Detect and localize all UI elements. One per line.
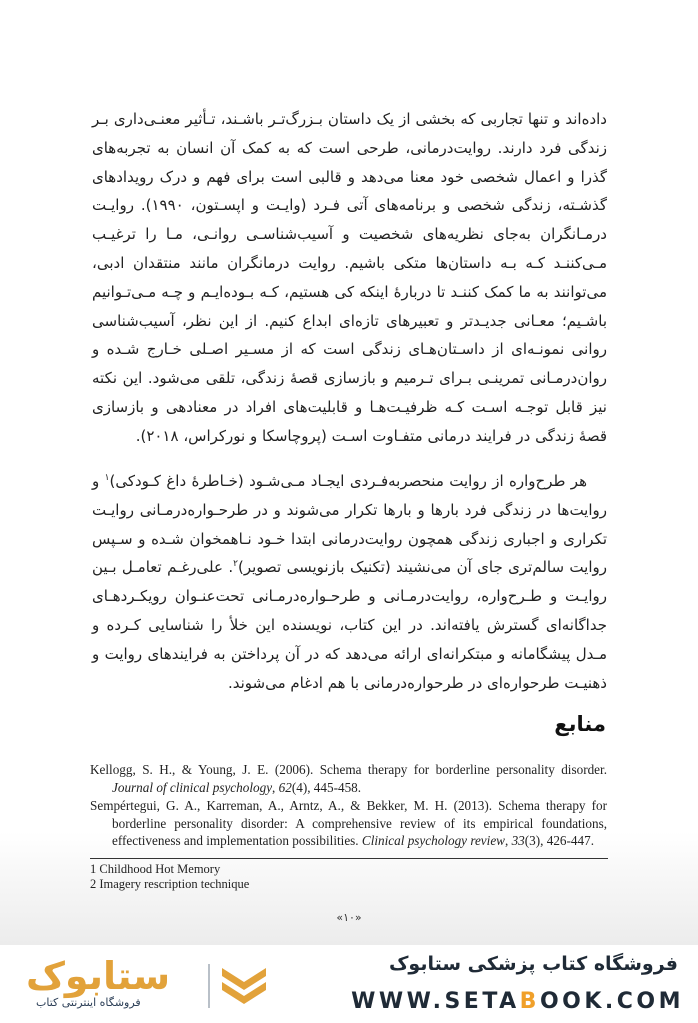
footnote-mark-2: ۲ (233, 559, 238, 570)
reference-journal: Clinical psychology review (361, 833, 505, 848)
shop-url[interactable] (351, 989, 684, 1014)
references-heading: منابع (554, 712, 606, 736)
reference-authors: Kellogg, S. H., & Young, J. E. (2006). Schema therapy for borderline personality disorder. (90, 762, 607, 777)
url-part-1: WWW.SETA (351, 989, 520, 1014)
reference-volume: 62 (278, 779, 292, 795)
reference-sep: , (272, 779, 279, 795)
reference-journal: Journal of clinical psychology (112, 779, 273, 795)
body-paragraph-2 (92, 467, 607, 697)
footnote-divider (90, 858, 608, 859)
references-list (90, 761, 607, 851)
logo-tagline: فروشگاه اینترنتی کتاب (36, 996, 141, 1009)
store-banner (0, 945, 698, 1023)
footnote-1: 1 Childhood Hot Memory (90, 862, 221, 876)
body-paragraph-1: داده‌اند و تنها تجاربی که بخشی از یک داستان بـزرگ‌تـر باشـند، تـأثیر معنـی‌داری بـر زندگی فرد دارند. روایت‌درمانی، طرحی است که به کمک آن انسان به تجربه‌های گذرا و اعمال شخصی خود معنا می‌دهد و قالبی است برای فهم و درک رویدادهای گذشـته، زندگی شخصی و برنامه‌های آتی فـرد (وایـت و اپسـتون، ۱۹۹۰). روایـت درمـانگران به‌جای نظریه‌های شخصیت و آسیب‌شناسـی روانـی، مـا را ترغیـب مـی‌کننـد کـه بـه داستان‌ها متکی باشیم. روایت درمانگران مانند منتقدان ادبی، می‌توانند به ما کمک کننـد تا دربارهٔ اینکه کی هستیم، کـه بـوده‌ایـم و چـه مـی‌تـوانیم باشـیم؛ معـانی جدیـدتر و تعبیرهای تازه‌ای ابداع کنیم. از این نظر، آسیب‌شناسی روانی نمونـه‌ای از داسـتان‌هـای زندگی است که از مسـیر اصـلی خـارج شـده و روان‌درمـانی تمرینـی بـرای تـرمیم و بازسازی قصهٔ زندگی، تلقی می‌شود. این نکته نیز قابل توجـه اسـت کـه ظرفیـت‌هـا و قابلیت‌های افراد در معنادهی و بازسازی قصهٔ زندگی در فرایند درمانی متفـاوت اسـت (پروچاسکا و نورکراس، ۲۰۱۸). (92, 110, 607, 445)
para2-part-b: و روایت‌ها در زندگی فرد بارها و بارها تکرار می‌شوند و در طرحـواره‌درمـانی روایـت تکراری و اجباری زندگی همچون روایت‌درمانی ابتدا خـود نـاهمخوان شـده و سـپس روایت سالم‌تری جای آن می‌نشیند (تکنیک بازنویسی تصویر) (92, 472, 607, 577)
reference-sep: , (504, 833, 512, 848)
url-highlight: B (519, 989, 540, 1014)
para2-part-a: هر طرح‌واره از روایت منحصربه‌فـردی ایجـاد مـی‌شـود (خـاطرهٔ داغ کـودکی) (109, 472, 587, 490)
para2-part-c: . علی‌رغـم تعامـل بـین روایـت و طـرح‌واره، روایت‌درمـانی و طرحـواره‌درمـانی تحت‌عنـوان رویکـردهـای جداگانه‌ای گسترش یافته‌اند. در این کتاب، نویسنده این خلأ را شناسایی کـرده و مـدل پیشگامانه و مبتکرانه‌ای ارائه می‌دهد که در آن پرداختن به فرایندهای روایت و ذهنیـت طرحواره‌ای در طرحواره‌درمانی با هم ادغام می‌شوند. (92, 558, 607, 692)
footnote-mark-1: ۱ (104, 473, 110, 483)
footnotes (90, 862, 249, 892)
url-part-2: OOK.COM (539, 989, 684, 1014)
footnote-2: 2 Imagery rescription technique (90, 877, 250, 891)
chevron-book-icon (220, 962, 272, 1008)
reference-authors: Sempértegui, G. A., Karreman, A., Arntz, A., & Bekker, M. H. (2013). Schema therapy for borderline personality disorder: A comprehensive review of its empirical foundations, effectiveness and implementation possibilities. (90, 798, 607, 848)
page-number: «۱۰» (336, 911, 362, 924)
reference-item (90, 797, 607, 850)
reference-pages: (4), 445-458. (291, 779, 362, 795)
reference-item (90, 761, 607, 796)
logo-wordmark: ستابوک (26, 954, 171, 998)
shop-name: فروشگاه کتاب پزشکی ستابوک (388, 953, 678, 975)
reference-pages: (3), 426-447. (524, 833, 594, 848)
setabook-logo[interactable] (26, 956, 276, 1012)
reference-volume: 33 (511, 833, 525, 848)
logo-divider (208, 964, 210, 1008)
